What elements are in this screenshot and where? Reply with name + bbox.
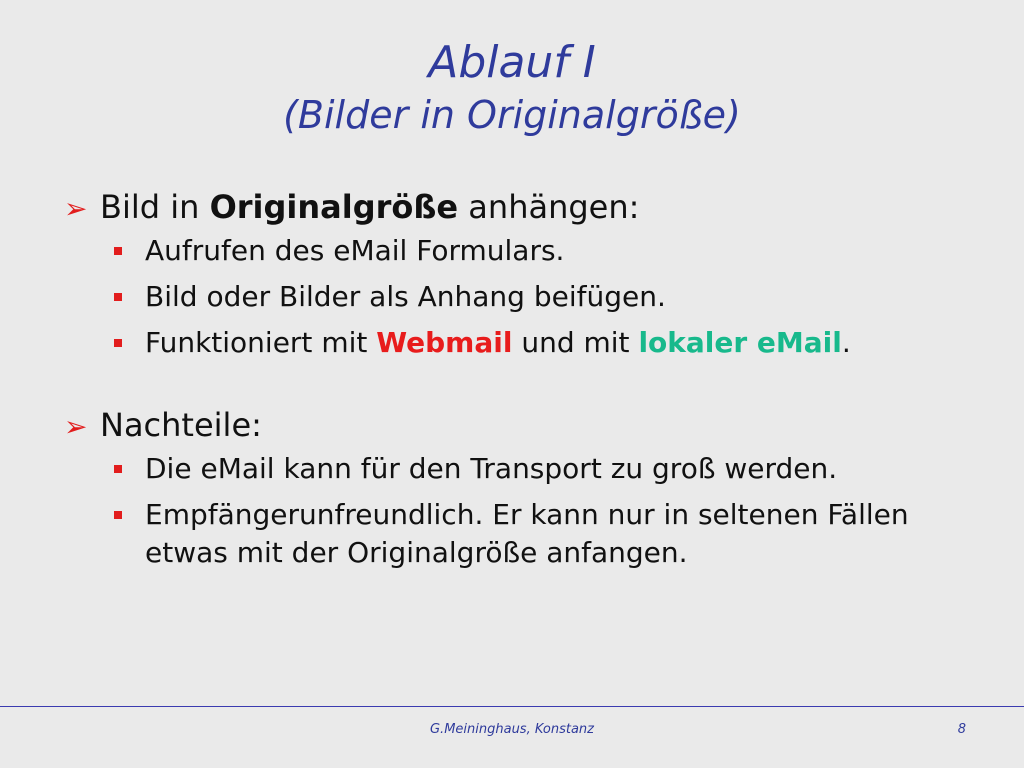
square-bullet-icon: [114, 450, 145, 488]
sub-bullet-list: [114, 232, 984, 362]
slide-title: [0, 36, 1024, 140]
sub-bullet: [114, 450, 984, 488]
sub-bullet: [114, 232, 984, 270]
text-suffix: anhängen:: [458, 188, 640, 226]
local-email-highlight: lokaler eMail: [638, 326, 842, 359]
sub-bullet-list: [114, 450, 984, 572]
square-bullet-icon: [114, 496, 145, 534]
bullet-nachteile: [64, 406, 984, 444]
square-bullet-icon: [114, 232, 145, 270]
text-prefix: Bild in: [100, 188, 210, 226]
footer-divider: [0, 706, 1024, 707]
square-bullet-icon: [114, 278, 145, 316]
webmail-highlight: Webmail: [376, 326, 513, 359]
sub-bullet-text: Bild oder Bilder als Anhang beifügen.: [145, 280, 666, 313]
text-bold: Originalgröße: [209, 188, 459, 226]
page-number: 8: [957, 722, 966, 737]
sub-bullet-text: Empfängerunfreundlich. Er kann nur in seltenen Fällen etwas mit der Originalgröße anfangen.: [145, 498, 909, 569]
sub-bullet-text: Die eMail kann für den Transport zu groß werden.: [145, 452, 838, 485]
sub-bullet: [114, 496, 984, 572]
arrowhead-bullet-icon: ➢: [64, 410, 88, 443]
bullet-text: [100, 188, 639, 226]
square-bullet-icon: [114, 324, 145, 362]
footer-author: G.Meininghaus, Konstanz: [429, 722, 594, 737]
text-suffix: .: [841, 326, 851, 359]
title-line-2: (Bilder in Originalgröße): [283, 93, 741, 137]
sub-bullet-text: Aufrufen des eMail Formulars.: [145, 234, 565, 267]
bullet-text: Nachteile:: [100, 406, 262, 444]
title-line-1: Ablauf I: [428, 37, 596, 88]
sub-bullet: [114, 324, 984, 362]
sub-bullet-text: [145, 324, 851, 362]
slide-content: [64, 188, 984, 572]
arrowhead-bullet-icon: ➢: [64, 192, 88, 225]
bullet-originalgroesse: [64, 188, 984, 226]
sub-bullet: [114, 278, 984, 316]
text-middle: und mit: [512, 326, 639, 359]
text-prefix: Funktioniert mit: [145, 326, 377, 359]
